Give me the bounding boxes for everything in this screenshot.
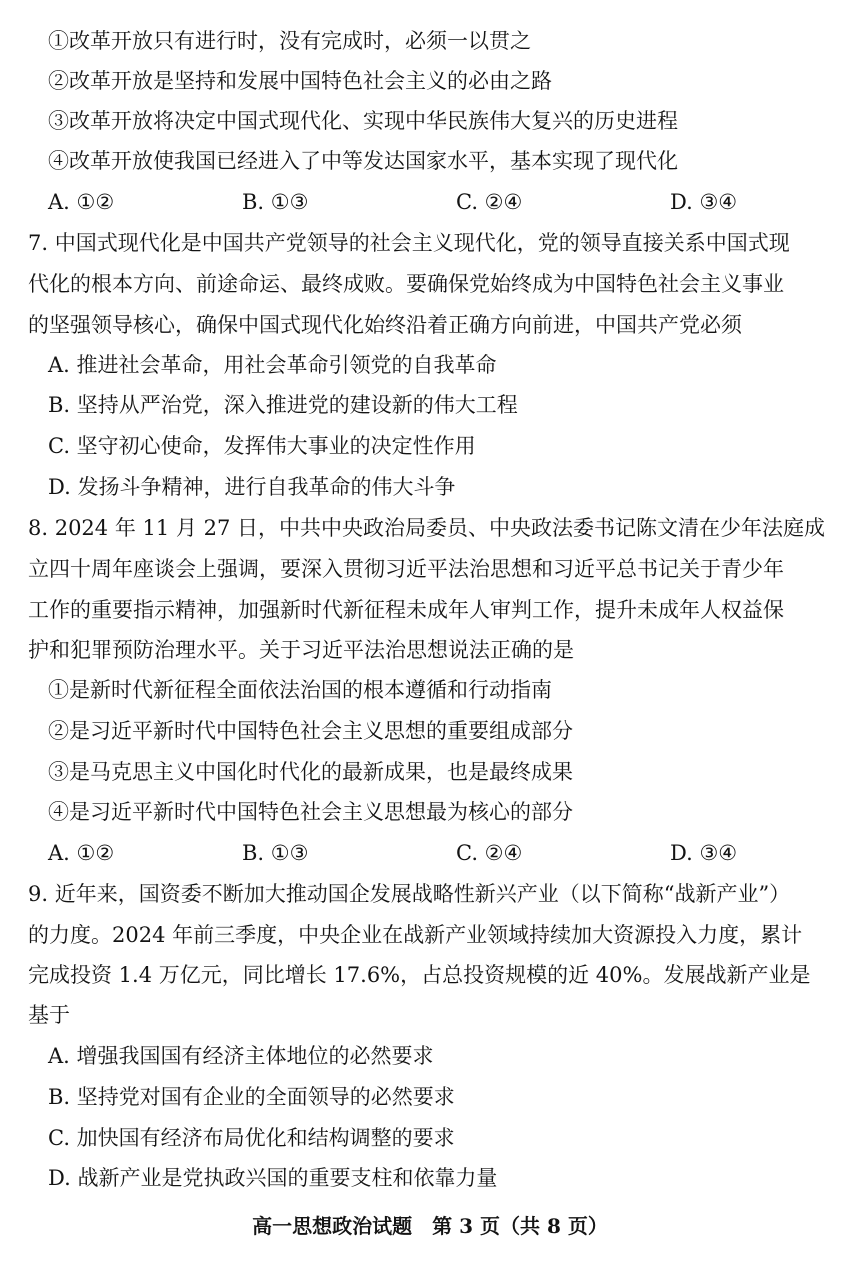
q7-stem-line-1: 7. 中国式现代化是中国共产党领导的社会主义现代化，党的领导直接关系中国式现 [28, 231, 790, 255]
q6-choice-d[interactable]: D. ③④ [670, 190, 738, 214]
q7-option-c[interactable]: C. 坚守初心使命，发挥伟大事业的决定性作用 [48, 434, 476, 458]
q8-statement-3: ③是马克思主义中国化时代化的最新成果，也是最终成果 [48, 760, 573, 784]
page-footer: 高一思想政治试题 第 3 页（共 8 页） [252, 1214, 608, 1238]
q9-option-a[interactable]: A. 增强我国国有经济主体地位的必然要求 [48, 1044, 434, 1068]
q7-stem-line-2: 代化的根本方向、前途命运、最终成败。要确保党始终成为中国特色社会主义事业 [28, 272, 784, 296]
q8-stem-line-2: 立四十周年座谈会上强调，要深入贯彻习近平法治思想和习近平总书记关于青少年 [28, 557, 784, 581]
q6-statement-1: ①改革开放只有进行时，没有完成时，必须一以贯之 [48, 29, 531, 53]
q8-stem-line-4: 护和犯罪预防治理水平。关于习近平法治思想说法正确的是 [28, 638, 574, 662]
q9-option-c[interactable]: C. 加快国有经济布局优化和结构调整的要求 [48, 1126, 455, 1150]
q8-stem-line-1: 8. 2024 年 11 月 27 日，中共中央政治局委员、中央政法委书记陈文清在少年法庭成 [28, 516, 825, 540]
q6-choice-c[interactable]: C. ②④ [456, 190, 523, 214]
q9-stem-line-3: 完成投资 1.4 万亿元，同比增长 17.6%，占总投资规模的近 40%。发展战新产业是 [28, 963, 811, 987]
q8-choice-a[interactable]: A. ①② [48, 841, 115, 865]
q6-choice-a[interactable]: A. ①② [48, 190, 115, 214]
q6-statement-4: ④改革开放使我国已经进入了中等发达国家水平，基本实现了现代化 [48, 149, 678, 173]
q8-stem-line-3: 工作的重要指示精神，加强新时代新征程未成年人审判工作，提升未成年人权益保 [28, 598, 784, 622]
q8-statement-2: ②是习近平新时代中国特色社会主义思想的重要组成部分 [48, 719, 573, 743]
q6-choices-row [0, 187, 860, 217]
q9-stem-line-2: 的力度。2024 年前三季度，中央企业在战新产业领域持续加大资源投入力度，累计 [28, 923, 803, 947]
q9-option-b[interactable]: B. 坚持党对国有企业的全面领导的必然要求 [48, 1085, 455, 1109]
q8-choice-b[interactable]: B. ①③ [242, 841, 309, 865]
q8-choice-c[interactable]: C. ②④ [456, 841, 523, 865]
q6-statement-2: ②改革开放是坚持和发展中国特色社会主义的必由之路 [48, 69, 552, 93]
q9-option-d[interactable]: D. 战新产业是党执政兴国的重要支柱和依靠力量 [48, 1166, 498, 1190]
q7-option-b[interactable]: B. 坚持从严治党，深入推进党的建设新的伟大工程 [48, 393, 518, 417]
q8-choice-d[interactable]: D. ③④ [670, 841, 738, 865]
q7-option-a[interactable]: A. 推进社会革命，用社会革命引领党的自我革命 [48, 353, 497, 377]
q8-statement-4: ④是习近平新时代中国特色社会主义思想最为核心的部分 [48, 800, 573, 824]
q6-choice-b[interactable]: B. ①③ [242, 190, 309, 214]
q8-choices-row [0, 838, 860, 868]
q6-statement-3: ③改革开放将决定中国式现代化、实现中华民族伟大复兴的历史进程 [48, 109, 678, 133]
q7-stem-line-3: 的坚强领导核心，确保中国式现代化始终沿着正确方向前进，中国共产党必须 [28, 313, 742, 337]
q9-stem-line-4: 基于 [28, 1003, 70, 1027]
q9-stem-line-1: 9. 近年来，国资委不断加大推动国企发展战略性新兴产业（以下简称“战新产业”） [28, 882, 791, 906]
q8-statement-1: ①是新时代新征程全面依法治国的根本遵循和行动指南 [48, 678, 552, 702]
q7-option-d[interactable]: D. 发扬斗争精神，进行自我革命的伟大斗争 [48, 475, 456, 499]
